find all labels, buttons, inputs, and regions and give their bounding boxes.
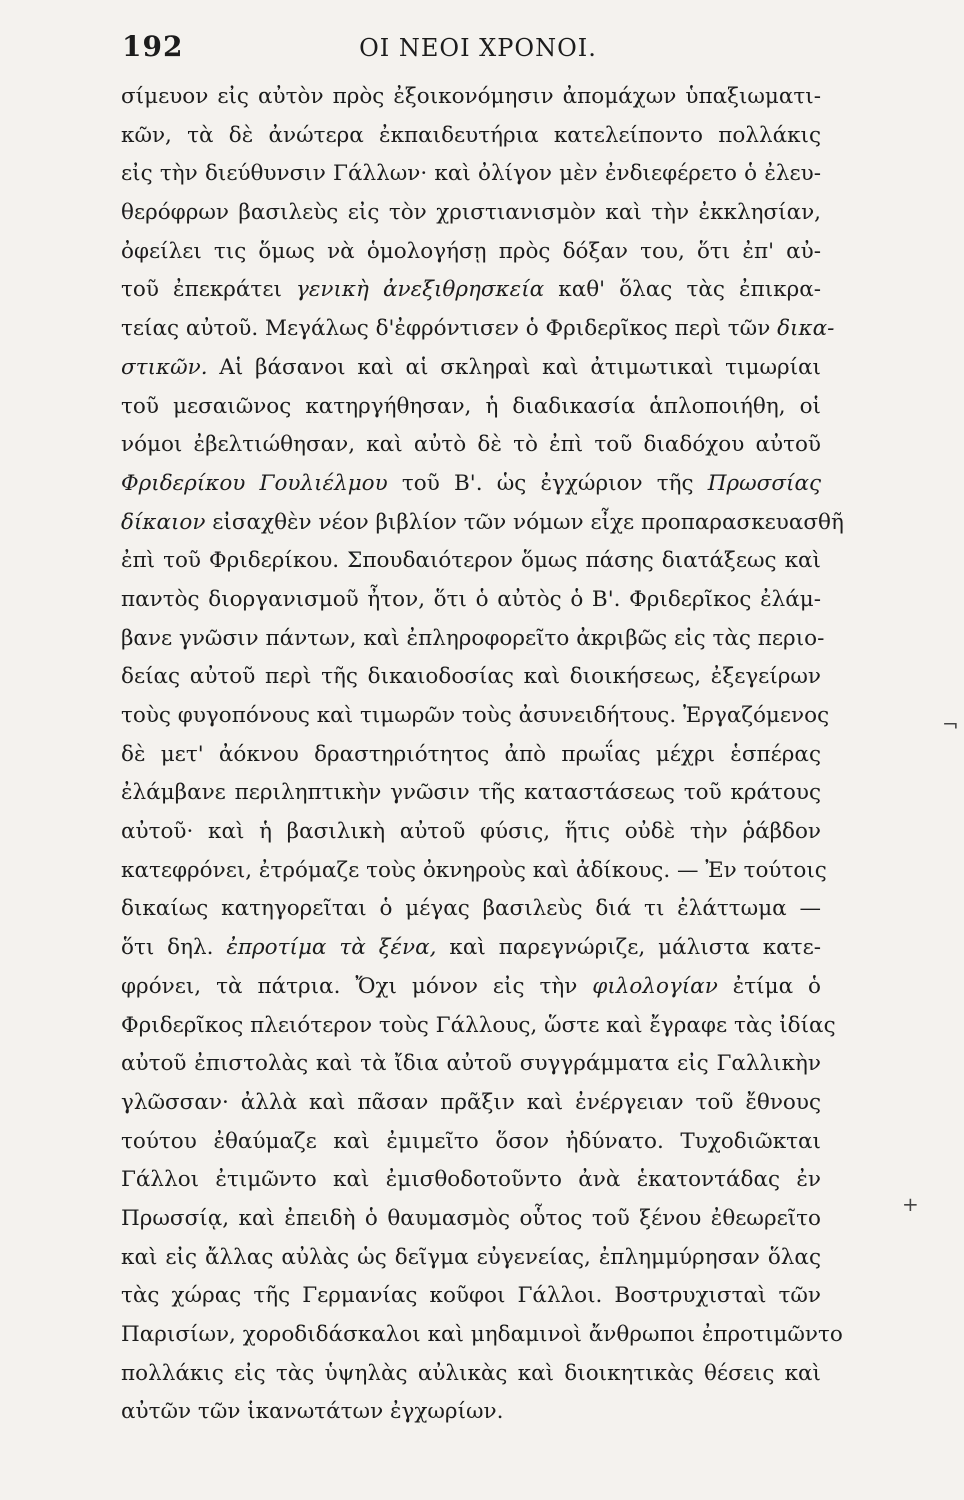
italic-segment: φιλολογίαν — [592, 973, 718, 999]
text-line — [121, 774, 821, 813]
text-segment: καὶ εἰς ἄλλας αὐλὰς ὡς δεῖγμα εὐγενείας, ἐπλημμύρησαν ὅλας — [121, 1244, 821, 1270]
text-line — [121, 1123, 821, 1162]
text-segment: τοὺς φυγοπόνους καὶ τιμωρῶν τοὺς ἀσυνειδήτους. Ἐργαζόμενος — [121, 703, 830, 728]
text-line — [121, 697, 830, 736]
text-line — [121, 1355, 821, 1394]
text-segment: αὐτῶν τῶν ἱκανωτάτων ἐγχωρίων. — [121, 1399, 504, 1425]
body-text — [121, 78, 844, 1432]
text-segment: Αἱ βάσανοι καὶ αἱ σκληραὶ καὶ ἀτιμωτικαὶ τιμωρίαι — [207, 354, 821, 380]
text-segment: αὐτοῦ· καὶ ἡ βασιλικὴ αὐτοῦ φύσις, ἥτις οὐδὲ τὴν ῥάβδον — [121, 819, 821, 845]
text-segment: Παρισίων, χοροδιδάσκαλοι καὶ μηδαμινοὶ ἄνθρωποι ἐπροτιμῶντο — [121, 1322, 843, 1347]
text-segment: καθ' ὅλας τὰς ἐπικρα- — [544, 277, 821, 303]
text-segment: Γάλλοι ἐτιμῶντο καὶ ἐμισθοδοτοῦντο ἀνὰ ἑκατοντάδας ἐν — [121, 1167, 821, 1193]
text-line — [121, 929, 821, 968]
italic-segment: δίκαιον — [121, 509, 206, 535]
text-segment: ἐπὶ τοῦ Φριδερίκου. Σπουδαιότερον ὅμως πάσης διατάξεως καὶ — [121, 548, 821, 574]
text-line — [121, 1316, 843, 1355]
text-line — [121, 117, 821, 156]
text-line — [121, 658, 821, 697]
text-segment: κῶν, τὰ δὲ ἀνώτερα ἐκπαιδευτήρια κατελείποντο πολλάκις — [121, 122, 821, 148]
text-line — [121, 1277, 821, 1316]
text-segment: τείας αὐτοῦ. Μεγάλως δ'ἐφρόντισεν ὁ Φριδερῖκος περὶ τῶν — [121, 316, 778, 342]
italic-segment: Πρωσσίας — [707, 470, 821, 496]
text-segment: τὰς χώρας τῆς Γερμανίας κοῦφοι Γάλλοι. Βοστρυχισταὶ τῶν — [121, 1283, 821, 1309]
text-line — [121, 813, 821, 852]
text-line — [121, 271, 821, 310]
text-segment: σίμευον εἰς αὐτὸν πρὸς ἐξοικονόμησιν ἀπομάχων ὑπαξιωματι- — [121, 84, 821, 109]
text-segment: φρόνει, τὰ πάτρια. Ὄχι μόνον εἰς τὴν — [121, 973, 593, 999]
text-line — [121, 426, 821, 465]
text-line — [121, 1239, 821, 1278]
text-segment: αὐτοῦ ἐπιστολὰς καὶ τὰ ἴδια αὐτοῦ συγγράμματα εἰς Γαλλικὴν — [121, 1051, 821, 1077]
page-number: 192 — [122, 30, 184, 63]
text-line — [121, 736, 821, 775]
text-segment: κατεφρόνει, ἐτρόμαζε τοὺς ὀκνηροὺς καὶ ἀδίκους. — Ἐν τούτοις — [121, 857, 827, 883]
text-line — [121, 581, 821, 620]
text-segment: θερόφρων βασιλεὺς εἰς τὸν χριστιανισμὸν καὶ τὴν ἐκκλησίαν, — [121, 200, 821, 226]
text-line — [121, 310, 835, 349]
text-segment: εἰσαχθὲν νέον βιβλίον τῶν νόμων εἶχε προπαρασκευασθῆ — [205, 509, 844, 535]
italic-segment: στικῶν. — [121, 354, 208, 380]
italic-segment: γενικὴ ἀνεξιθρησκεία — [296, 277, 545, 303]
margin-mark: ¬ — [942, 712, 959, 736]
page-header — [118, 30, 838, 70]
text-line — [121, 890, 821, 929]
text-segment: νόμοι ἐβελτιώθησαν, καὶ αὐτὸ δὲ τὸ ἐπὶ τοῦ διαδόχου αὐτοῦ — [121, 432, 821, 458]
text-line — [121, 1007, 836, 1046]
text-segment: Φριδερῖκος πλειότερον τοὺς Γάλλους, ὥστε καὶ ἔγραφε τὰς ἰδίας — [121, 1012, 836, 1038]
text-line — [121, 620, 825, 659]
text-segment: δικαίως κατηγορεῖται ὁ μέγας βασιλεὺς διά τι ἐλάττωμα — — [121, 896, 821, 922]
italic-segment: Φριδερίκου Γουλιέλμου — [121, 470, 388, 496]
text-segment: ὅτι δηλ. — [121, 935, 227, 961]
margin-mark: + — [902, 1192, 919, 1216]
text-segment: ἐλάμβανε περιληπτικὴν γνῶσιν τῆς καταστάσεως τοῦ κράτους — [121, 780, 821, 806]
italic-segment: ἐπροτίμα τὰ ξένα, — [226, 935, 437, 961]
running-title: ΟΙ ΝΕΟΙ ΧΡΟΝΟΙ. — [359, 34, 597, 62]
text-segment: γλῶσσαν· ἀλλὰ καὶ πᾶσαν πρᾶξιν καὶ ἐνέργειαν τοῦ ἔθνους — [121, 1089, 821, 1115]
text-segment: τοῦ Β'. ὡς ἐγχώριον τῆς — [387, 470, 708, 496]
text-segment: ἐτίμα ὁ — [717, 973, 822, 999]
text-segment: πολλάκις εἰς τὰς ὑψηλὰς αὐλικὰς καὶ διοικητικὰς θέσεις καὶ — [121, 1360, 821, 1386]
text-line — [121, 465, 821, 504]
text-line — [121, 1200, 821, 1239]
text-line — [121, 1393, 821, 1432]
text-line — [121, 852, 827, 891]
text-segment: τούτου ἐθαύμαζε καὶ ἐμιμεῖτο ὅσον ἠδύνατο. Τυχοδιῶκται — [121, 1128, 821, 1154]
text-segment: τοῦ μεσαιῶνος κατηργήθησαν, ἡ διαδικασία ἁπλοποιήθη, οἱ — [121, 393, 821, 419]
text-segment: δὲ μετ' ἀόκνου δραστηριότητος ἀπὸ πρωΐας μέχρι ἑσπέρας — [121, 741, 821, 767]
text-line — [121, 349, 821, 388]
text-line — [121, 78, 821, 117]
text-line — [121, 1161, 821, 1200]
text-segment: βανε γνῶσιν πάντων, καὶ ἐπληροφορεῖτο ἀκριβῶς εἰς τὰς περιο- — [121, 625, 825, 651]
text-segment: ὀφείλει τις ὅμως νὰ ὁμολογήσῃ πρὸς δόξαν του, ὅτι ἐπ' αὐ- — [121, 238, 821, 264]
text-segment: καὶ παρεγνώριζε, μάλιστα κατε- — [436, 935, 821, 961]
text-line — [121, 388, 821, 427]
text-line — [121, 155, 821, 194]
text-segment: Πρωσσίᾳ, καὶ ἐπειδὴ ὁ θαυμασμὸς οὗτος τοῦ ξένου ἐθεωρεῖτο — [121, 1205, 821, 1231]
text-line — [121, 1084, 821, 1123]
text-segment: δείας αὐτοῦ περὶ τῆς δικαιοδοσίας καὶ διοικήσεως, ἐξεγείρων — [121, 664, 821, 690]
text-line — [121, 194, 821, 233]
text-segment: εἰς τὴν διεύθυνσιν Γάλλων· καὶ ὀλίγον μὲν ἐνδιεφέρετο ὁ ἐλευ- — [121, 161, 821, 187]
text-line — [121, 1045, 821, 1084]
text-line — [121, 233, 821, 272]
text-line — [121, 968, 821, 1007]
text-segment: παντὸς διοργανισμοῦ ἦτον, ὅτι ὁ αὐτὸς ὁ Β'. Φριδερῖκος ἐλάμ- — [121, 586, 821, 612]
italic-segment: δικα- — [777, 316, 835, 342]
text-segment: τοῦ ἐπεκράτει — [121, 277, 297, 303]
text-line — [121, 504, 844, 543]
text-line — [121, 542, 821, 581]
